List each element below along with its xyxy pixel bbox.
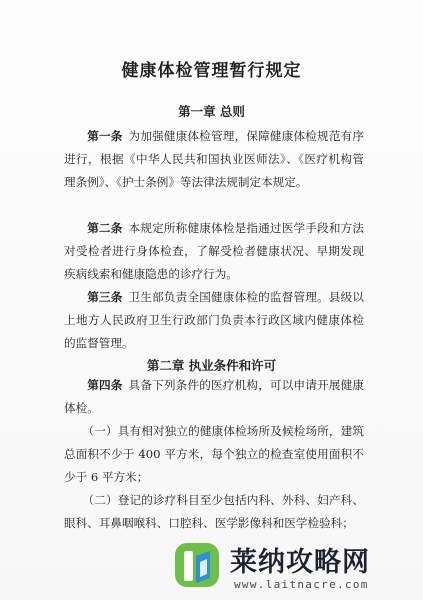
article-4-item-1: （一）具有相对独立的健康体检场所及候检场所，建筑总面积不少于 400 平方米，每个独立的检查室使用面积不少于 6 平方米； <box>64 424 364 484</box>
article-4-lead: 第四条 <box>87 378 123 392</box>
laitnacre-logo-icon <box>174 542 220 588</box>
watermark-site-name: 莱纳攻略网 <box>230 547 370 578</box>
watermark-site-url: www.laitnacre.com <box>234 578 369 591</box>
site-watermark <box>168 536 418 596</box>
article-2 <box>64 217 364 286</box>
article-3-text: 卫生部负责全国健康体检的监督管理。县级以上地方人民政府卫生行政部门负责本行政区域内健康体检的监督管理。 <box>64 290 364 350</box>
article-2-text: 本规定所称健康体检是指通过医学手段和方法对受检者进行身体检查，了解受检者健康状况、早期发现疾病线索和健康隐患的诊疗行为。 <box>64 221 364 281</box>
chapter-1-heading: 第一章 总则 <box>178 104 245 119</box>
article-4 <box>64 374 364 420</box>
article-3 <box>64 286 364 355</box>
article-4-item-2: （二）登记的诊疗科目至少包括内科、外科、妇产科、眼科、耳鼻咽喉科、口腔科、医学影像科和医学检验科； <box>64 493 364 530</box>
article-1 <box>64 125 364 194</box>
article-3-lead: 第三条 <box>87 290 123 304</box>
document-title: 健康体检管理暂行规定 <box>121 61 302 81</box>
article-1-lead: 第一条 <box>87 129 123 143</box>
chapter-2-heading: 第二章 执业条件和许可 <box>146 358 277 373</box>
article-2-lead: 第二条 <box>87 221 123 235</box>
article-1-text: 为加强健康体检管理，保障健康体检规范有序进行，根据《中华人民共和国执业医师法》、《医疗机构管理条例》、《护士条例》等法律法规制定本规定。 <box>64 129 364 189</box>
article-4-text: 具备下列条件的医疗机构，可以申请开展健康体检。 <box>64 378 364 415</box>
